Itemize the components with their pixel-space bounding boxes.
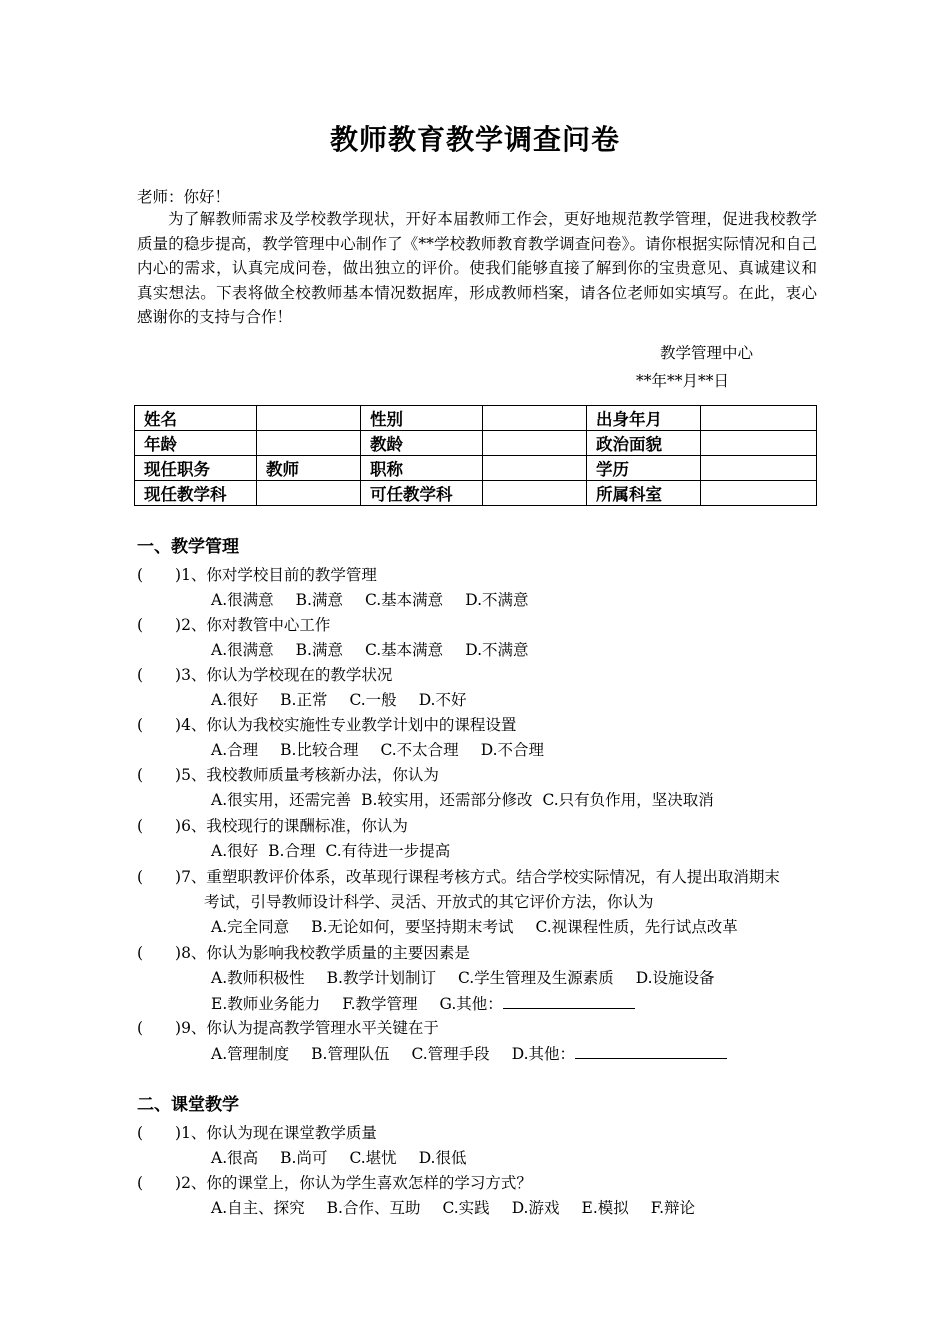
question-1 — [137, 1123, 377, 1143]
question-8 — [137, 943, 470, 963]
label-department: 所属科室 — [587, 481, 701, 506]
option[interactable]: G.其他： — [439, 995, 503, 1013]
option[interactable]: B.教学计划制订 — [326, 969, 436, 987]
option[interactable]: A.管理制度 — [211, 1045, 290, 1063]
open-paren: ( — [137, 1124, 144, 1142]
option[interactable]: B.比较合理 — [280, 741, 359, 759]
answer-blank[interactable] — [137, 765, 175, 785]
option[interactable]: D.游戏 — [511, 1199, 560, 1217]
option[interactable]: B.正常 — [280, 691, 328, 709]
option[interactable]: C.堪忧 — [349, 1149, 397, 1167]
field-current-subject[interactable] — [257, 481, 361, 506]
option[interactable]: A.教师积极性 — [211, 969, 305, 987]
option[interactable]: A.完全同意 — [211, 918, 290, 936]
document-title: 教师教育教学调查问卷 — [329, 123, 620, 156]
label-age: 年龄 — [135, 431, 257, 456]
option[interactable]: A.很满意 — [211, 591, 274, 609]
question-options — [211, 640, 551, 660]
open-paren: ( — [137, 566, 144, 584]
option[interactable]: C.学生管理及生源素质 — [457, 969, 614, 987]
question-options — [211, 690, 489, 710]
field-political[interactable] — [701, 431, 817, 456]
question-text: 6、我校现行的课酬标准，你认为 — [181, 817, 408, 835]
field-title[interactable] — [483, 456, 587, 481]
close-paren: ) — [175, 1174, 182, 1192]
label-current-subject: 现任教学科 — [135, 481, 257, 506]
open-paren: ( — [137, 1019, 144, 1037]
close-paren: ) — [175, 766, 182, 784]
open-paren: ( — [137, 1174, 144, 1192]
fill-in-blank[interactable] — [503, 993, 635, 1009]
option[interactable]: B.满意 — [295, 591, 343, 609]
field-gender[interactable] — [483, 406, 587, 431]
close-paren: ) — [175, 566, 182, 584]
open-paren: ( — [137, 616, 144, 634]
option[interactable]: A.很高 — [211, 1149, 259, 1167]
question-text: 1、你认为现在课堂教学质量 — [181, 1124, 377, 1142]
label-gender: 性别 — [361, 406, 483, 431]
open-paren: ( — [137, 868, 144, 886]
option[interactable]: C.管理手段 — [411, 1045, 490, 1063]
close-paren: ) — [175, 1124, 182, 1142]
question-text: 9、你认为提高教学管理水平关键在于 — [181, 1019, 439, 1037]
fill-in-blank[interactable] — [575, 1043, 727, 1059]
option[interactable]: B.无论如何，要坚持期末考试 — [311, 918, 514, 936]
open-paren: ( — [137, 817, 144, 835]
section-heading: 二、课堂教学 — [137, 1095, 239, 1115]
option[interactable]: E.模拟 — [581, 1199, 629, 1217]
question-options — [211, 1148, 489, 1168]
option[interactable]: A.很好 — [211, 842, 259, 860]
question-5 — [137, 765, 439, 785]
option[interactable]: A.很实用，还需完善 — [211, 791, 352, 809]
label-teaching-years: 教龄 — [361, 431, 483, 456]
option[interactable]: B.管理队伍 — [311, 1045, 390, 1063]
question-text: 2、你对教管中心工作 — [181, 616, 331, 634]
answer-blank[interactable] — [137, 715, 175, 735]
close-paren: ) — [175, 666, 182, 684]
answer-blank[interactable] — [137, 1018, 175, 1038]
label-political: 政治面貌 — [587, 431, 701, 456]
question-7 — [137, 867, 780, 887]
table-row — [135, 481, 817, 506]
question-9 — [137, 1018, 439, 1038]
answer-blank[interactable] — [137, 867, 175, 887]
teacher-info-table — [134, 405, 817, 506]
table-row — [135, 431, 817, 456]
question-4 — [137, 715, 516, 735]
field-teaching-years[interactable] — [483, 431, 587, 456]
option[interactable]: A.很好 — [211, 691, 259, 709]
option[interactable]: B.尚可 — [280, 1149, 328, 1167]
question-text-continued: 考试，引导教师设计科学、灵活、开放式的其它评价方法，你认为 — [204, 893, 654, 911]
option[interactable]: F.教学管理 — [342, 995, 418, 1013]
option[interactable]: D.不满意 — [465, 641, 529, 659]
signature-date: **年**月**日 — [636, 372, 730, 390]
table-row — [135, 456, 817, 481]
label-possible-subject: 可任教学科 — [361, 481, 483, 506]
signature-org: 教学管理中心 — [660, 344, 754, 362]
answer-blank[interactable] — [137, 816, 175, 836]
option[interactable]: D.不合理 — [480, 741, 545, 759]
option[interactable]: C.不太合理 — [380, 741, 459, 759]
option[interactable]: B.满意 — [295, 641, 343, 659]
open-paren: ( — [137, 766, 144, 784]
answer-blank[interactable] — [137, 665, 175, 685]
intro-paragraph: 为了解教师需求及学校教学现状，开好本届教师工作会，更好地规范教学管理，促进我校教学质量的稳步提高，教学管理中心制作了《**学校教师教育教学调查问卷》。请你根据实际情况和自己内心的需求，认真完成问卷，做出独立的评价。使我们能够直接了解到你的宝贵意见、真诚建议和真实想法。下表将做全校教师基本情况数据库，形成教师档案，请各位老师如实填写。在此，衷心感谢你的支持与合作！ — [137, 210, 817, 327]
field-name[interactable] — [257, 406, 361, 431]
label-education: 学历 — [587, 456, 701, 481]
question-text: 2、你的课堂上，你认为学生喜欢怎样的学习方式？ — [181, 1174, 532, 1192]
question-options — [211, 1198, 717, 1218]
question-options — [211, 841, 472, 861]
option[interactable]: B.合作、互助 — [326, 1199, 421, 1217]
option[interactable]: C.视课程性质，先行试点改革 — [535, 918, 738, 936]
option[interactable]: D.很低 — [418, 1149, 467, 1167]
option[interactable]: D.设施设备 — [635, 969, 715, 987]
open-paren: ( — [137, 666, 144, 684]
answer-blank[interactable] — [137, 615, 175, 635]
question-2 — [137, 1173, 532, 1193]
field-position[interactable]: 教师 — [257, 456, 361, 481]
option[interactable]: B.较实用，还需部分修改 — [361, 791, 533, 809]
option[interactable]: D.其他： — [511, 1045, 576, 1063]
close-paren: ) — [175, 1019, 182, 1037]
open-paren: ( — [137, 944, 144, 962]
question-3 — [137, 665, 392, 685]
field-possible-subject[interactable] — [483, 481, 587, 506]
question-text: 7、重塑职教评价体系，改革现行课程考核方式。结合学校实际情况，有人提出取消期末 — [181, 868, 780, 886]
label-position: 现任职务 — [135, 456, 257, 481]
question-6 — [137, 816, 408, 836]
question-options — [211, 740, 566, 760]
option[interactable]: C.基本满意 — [364, 591, 444, 609]
question-1 — [137, 565, 377, 585]
close-paren: ) — [175, 868, 182, 886]
option[interactable]: C.只有负作用，坚决取消 — [542, 791, 714, 809]
question-options — [211, 590, 551, 610]
option[interactable]: C.实践 — [442, 1199, 490, 1217]
field-age[interactable] — [257, 431, 361, 456]
option[interactable]: C.基本满意 — [364, 641, 444, 659]
option[interactable]: D.不好 — [418, 691, 467, 709]
close-paren: ) — [175, 944, 182, 962]
question-text: 3、你认为学校现在的教学状况 — [181, 666, 393, 684]
option[interactable]: C.有待进一步提高 — [325, 842, 451, 860]
option[interactable]: D.不满意 — [465, 591, 529, 609]
close-paren: ) — [175, 616, 182, 634]
option[interactable]: A.合理 — [211, 741, 259, 759]
question-options — [211, 993, 657, 1014]
close-paren: ) — [175, 716, 182, 734]
answer-blank[interactable] — [137, 1123, 175, 1143]
section-heading: 一、教学管理 — [137, 537, 239, 557]
greeting: 老师：你好！ — [137, 188, 231, 206]
label-name: 姓名 — [135, 406, 257, 431]
field-education[interactable] — [701, 456, 817, 481]
question-text: 5、我校教师质量考核新办法，你认为 — [181, 766, 439, 784]
answer-blank[interactable] — [137, 565, 175, 585]
answer-blank[interactable] — [137, 1173, 175, 1193]
question-text: 1、你对学校目前的教学管理 — [181, 566, 377, 584]
label-birth: 出身年月 — [587, 406, 701, 431]
question-text: 8、你认为影响我校教学质量的主要因素是 — [181, 944, 470, 962]
option[interactable]: F.辩论 — [650, 1199, 696, 1217]
question-text: 4、你认为我校实施性专业教学计划中的课程设置 — [181, 716, 517, 734]
option[interactable]: A.自主、探究 — [211, 1199, 305, 1217]
question-2 — [137, 615, 330, 635]
question-options — [211, 917, 760, 937]
option[interactable]: B.合理 — [268, 842, 316, 860]
option[interactable]: C.一般 — [349, 691, 397, 709]
question-options — [211, 1043, 749, 1064]
field-department[interactable] — [701, 481, 817, 506]
field-birth[interactable] — [701, 406, 817, 431]
answer-blank[interactable] — [137, 943, 175, 963]
option[interactable]: E.教师业务能力 — [211, 995, 321, 1013]
label-title: 职称 — [361, 456, 483, 481]
question-options — [211, 968, 737, 988]
question-options — [211, 790, 736, 810]
open-paren: ( — [137, 716, 144, 734]
option[interactable]: A.很满意 — [211, 641, 274, 659]
close-paren: ) — [175, 817, 182, 835]
table-row — [135, 406, 817, 431]
